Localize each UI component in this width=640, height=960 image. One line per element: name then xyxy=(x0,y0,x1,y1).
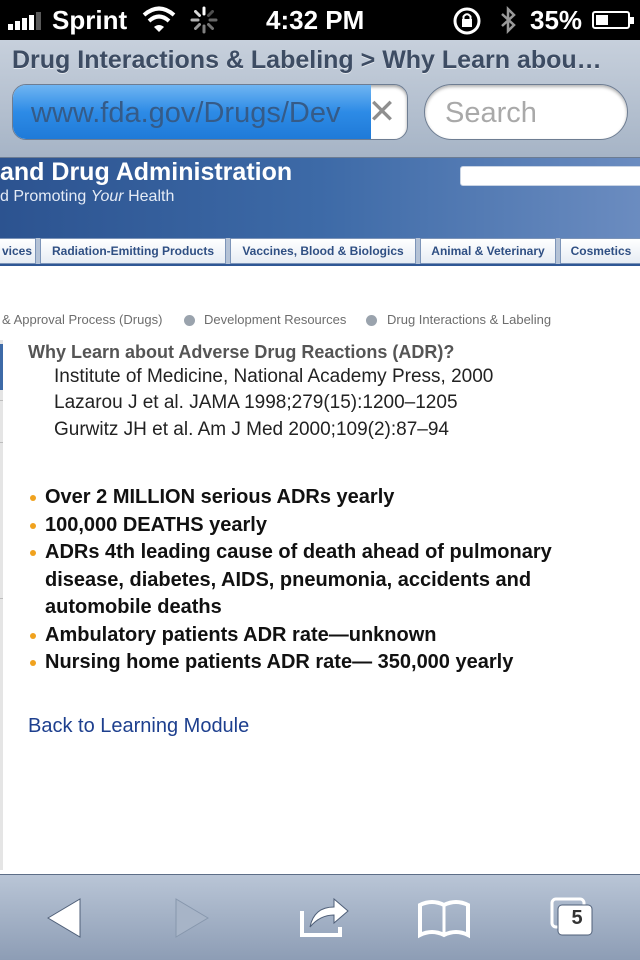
browser-top-bar xyxy=(0,40,640,158)
bullet-icon xyxy=(30,550,36,556)
orientation-lock-icon xyxy=(452,6,482,36)
share-icon[interactable] xyxy=(294,893,354,943)
nav-tab-animal-veterinary[interactable]: Animal & Veterinary xyxy=(420,238,556,264)
wifi-icon xyxy=(142,4,176,34)
tab-count: 5 xyxy=(571,907,583,929)
bluetooth-icon xyxy=(498,6,518,34)
list-item: ADRs 4th leading cause of death ahead of pulmonary disease, diabetes, AIDS, pneumonia, accidents and automobile deaths xyxy=(28,539,628,622)
status-bar xyxy=(0,0,640,40)
list-item: Ambulatory patients ADR rate—unknown xyxy=(28,622,628,650)
search-placeholder: Search xyxy=(445,97,537,129)
breadcrumb-separator-icon xyxy=(366,315,377,326)
signal-strength-icon xyxy=(8,10,41,30)
clock: 4:32 PM xyxy=(266,5,365,35)
bullet-icon xyxy=(30,633,36,639)
main-nav xyxy=(0,238,640,266)
fda-site-header xyxy=(0,158,640,238)
carrier-name: Sprint xyxy=(52,5,128,35)
reference-line: Institute of Medicine, National Academy Press, 2000 xyxy=(54,366,494,387)
page-title: Drug Interactions & Labeling > Why Learn abou… xyxy=(12,46,602,74)
fda-tagline: d Promoting Your Health xyxy=(0,188,175,205)
bullet-icon xyxy=(30,660,36,666)
breadcrumb-separator-icon xyxy=(184,315,195,326)
list-item: Over 2 MILLION serious ADRs yearly xyxy=(28,484,628,512)
reference-line: Gurwitz JH et al. Am J Med 2000;109(2):87–94 xyxy=(54,419,449,440)
breadcrumb-item-development-resources[interactable]: Development Resources xyxy=(204,312,347,327)
list-item: 100,000 DEATHS yearly xyxy=(28,512,628,540)
breadcrumb-item-approval-process[interactable]: & Approval Process (Drugs) xyxy=(2,312,163,327)
browser-toolbar xyxy=(0,874,640,960)
adr-facts-list xyxy=(28,484,628,677)
forward-arrow-icon[interactable] xyxy=(162,893,222,943)
nav-tab-cosmetics[interactable]: Cosmetics xyxy=(560,238,640,264)
content-heading: Why Learn about Adverse Drug Reactions (ADR)? xyxy=(28,342,455,362)
search-input[interactable] xyxy=(424,84,628,140)
back-arrow-icon[interactable] xyxy=(34,893,94,943)
nav-tab-radiation-emitting-products[interactable]: Radiation-Emitting Products xyxy=(40,238,226,264)
address-bar[interactable] xyxy=(12,84,408,140)
bullet-icon xyxy=(30,495,36,501)
nav-tab-vaccines-blood-biologics[interactable]: Vaccines, Blood & Biologics xyxy=(230,238,416,264)
activity-spinner-icon xyxy=(190,6,218,34)
battery-percent: 35% xyxy=(530,5,583,35)
nav-tab-devices[interactable]: vices xyxy=(0,238,36,264)
list-item: Nursing home patients ADR rate— 350,000 yearly xyxy=(28,649,628,677)
battery-icon xyxy=(592,11,630,29)
bullet-icon xyxy=(30,523,36,529)
url-text: www.fda.gov/Drugs/Dev xyxy=(31,97,341,129)
reference-line: Lazarou J et al. JAMA 1998;279(15):1200–1205 xyxy=(54,392,458,413)
left-sidebar-edge xyxy=(0,340,3,870)
tabs-icon[interactable] xyxy=(544,893,604,943)
breadcrumb-item-drug-interactions[interactable]: Drug Interactions & Labeling xyxy=(387,312,552,327)
stop-loading-icon[interactable]: ✕ xyxy=(367,93,397,131)
bookmarks-icon[interactable] xyxy=(414,893,474,943)
back-to-learning-module-link[interactable]: Back to Learning Module xyxy=(28,715,250,737)
site-search-input[interactable] xyxy=(460,166,640,186)
fda-site-name: and Drug Administration xyxy=(0,158,293,186)
